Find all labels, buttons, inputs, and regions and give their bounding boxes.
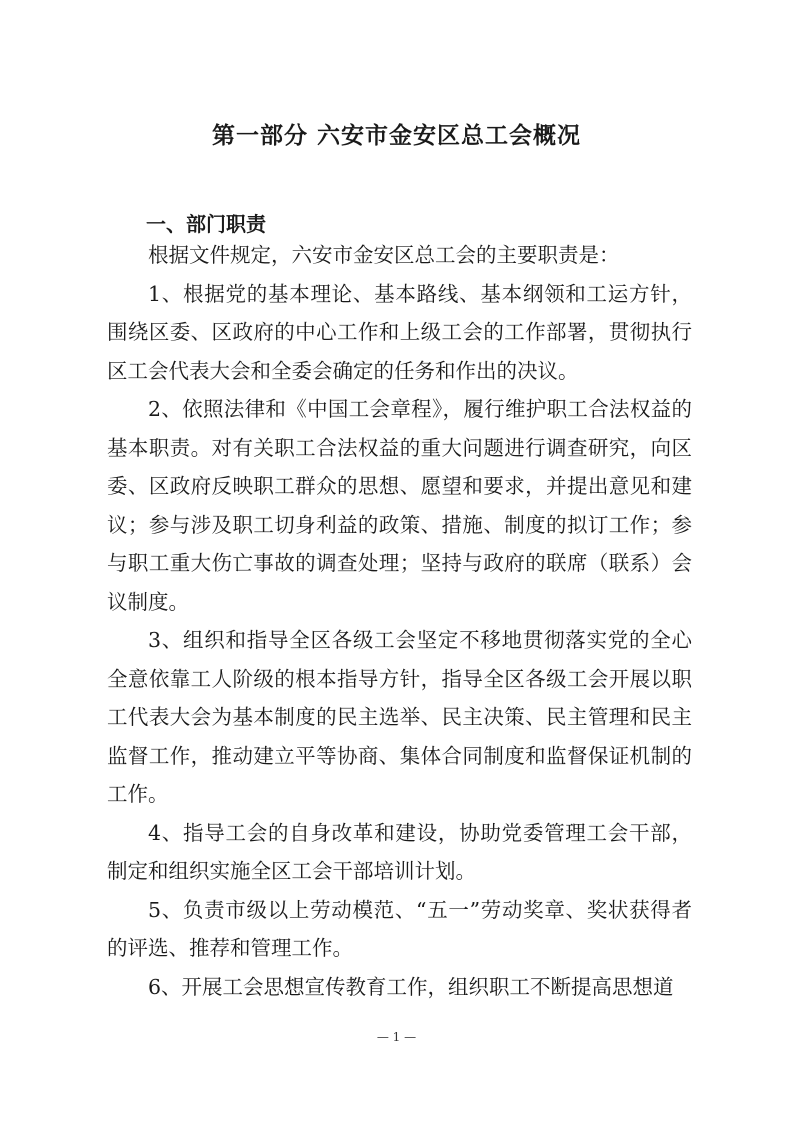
paragraph-duty-5: 5、负责市级以上劳动模范、“五一”劳动奖章、奖状获得者的评选、推荐和管理工作。 [107, 897, 692, 960]
paragraph-duty-1: 1、根据党的基本理论、基本路线、基本纲领和工运方针，围绕区委、区政府的中心工作和上级工会的工作部署，贯彻执行区工会代表大会和全委会确定的任务和作出的决议。 [107, 281, 692, 383]
paragraph-duty-6: 6、开展工会思想宣传教育工作，组织职工不断提高思想道 [148, 974, 674, 999]
paragraph-duty-3: 3、组织和指导全区各级工会坚定不移地贯彻落实党的全心全意依靠工人阶级的根本指导方针，指导全区各级工会开展以职工代表大会为基本制度的民主选举、民主决策、民主管理和民主监督工作，推动建立平等协商、集体合同制度和监督保证机制的工作。 [107, 628, 692, 806]
paragraph-duty-2: 2、依照法律和《中国工会章程》，履行维护职工合法权益的基本职责。对有关职工合法权益的重大问题进行调查研究，向区委、区政府反映职工群众的思想、愿望和要求，并提出意见和建议；参与涉及职工切身利益的政策、措施、制度的拟订工作；参与职工重大伤亡事故的调查处理；坚持与政府的联席（联系）会议制度。 [107, 397, 692, 614]
body-text [107, 236, 692, 1006]
section-heading: 一、部门职责 [146, 212, 266, 236]
paragraph-duty-4: 4、指导工会的自身改革和建设，协助党委管理工会干部，制定和组织实施全区工会干部培训计划。 [107, 820, 692, 883]
page-title: 第一部分 六安市金安区总工会概况 [211, 123, 581, 149]
paragraph-intro: 根据文件规定，六安市金安区总工会的主要职责是： [148, 243, 620, 267]
page-number: — 1 — [376, 1030, 417, 1044]
